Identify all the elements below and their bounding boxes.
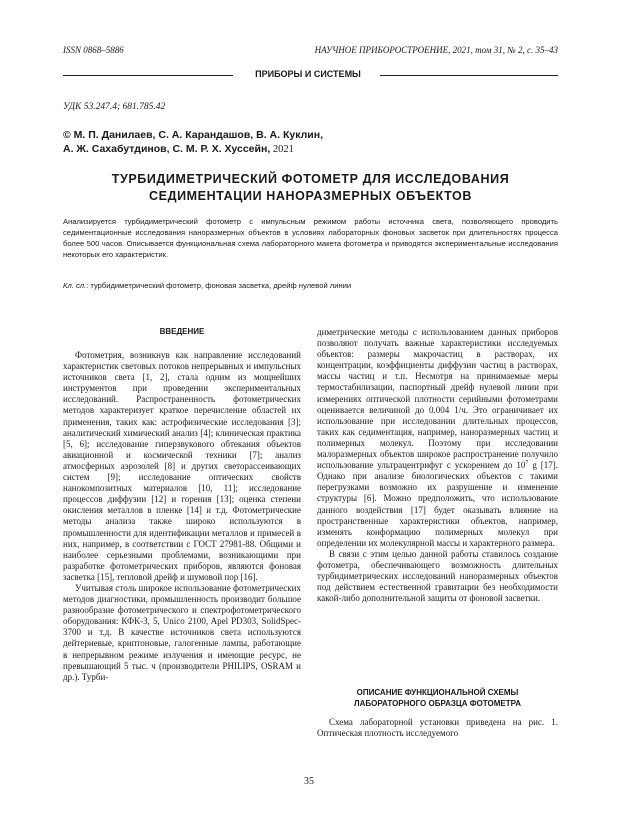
keywords — [63, 281, 351, 290]
paragraph-text: диметрические методы с использованием данных приборов позволяют получать важные характеристики исследуемых объектов: размеры макрочастиц в растворах, их концентрации, коэффициенты диффузии частиц в растворах, массы частиц и т.п. Несмотря на принимаемые меры термостабилизации, паспортный дрейф нулевой линии при измерениях оптической плотности серийными фотометрами оценивается величиной до 0.004 1/ч. Это ограничивает их использование при исследовании длительных процессов, таких как седиментация, например, наноразмерных частиц и полимерных молекул. Поэтому при исследовании малоразмерных объектов широкое распространение получило использование ультрацентрифуг с ускорением до 10 — [317, 327, 558, 471]
exponent: 7 — [525, 460, 529, 467]
rubric-rule-left — [63, 75, 233, 76]
section-heading-scheme — [317, 687, 558, 709]
title-line-2: СЕДИМЕНТАЦИИ НАНОРАЗМЕРНЫХ ОБЪЕКТОВ — [149, 189, 472, 203]
authors-block — [63, 128, 563, 157]
rubric-rule-right — [380, 75, 558, 76]
rubric-title: ПРИБОРЫ И СИСТЕМЫ — [255, 69, 361, 79]
rubric-banner — [63, 70, 558, 82]
keywords-text: : турбидиметрический фотометр, фоновая засветка, дрейф нулевой линии — [86, 281, 352, 290]
paragraph — [317, 327, 558, 549]
heading-line-1: ОПИСАНИЕ ФУНКЦИОНАЛЬНОЙ СХЕМЫ — [356, 688, 519, 697]
right-column — [317, 327, 558, 604]
heading-line-2: ЛАБОРАТОРНОГО ОБРАЗЦА ФОТОМЕТРА — [354, 699, 521, 708]
copyright-year: 2021 — [270, 144, 294, 155]
keywords-label: Кл. сл. — [63, 281, 87, 290]
authors-names-2: А. Ж. Сахабутдинов, С. М. Р. Х. Хуссейн, — [63, 143, 271, 155]
paragraph-text: g [17]. Однако при анализе биологических объектов с такими перегрузками возможно их разрушение и изменение структуры [6]. Можно предположить, что использование данного воздействия [17] будет оказывать влияние на пространственные характеристики объектов, например, изменять конформацию полимерных молекул при определении их молекулярной массы и характерного размера. — [317, 460, 558, 548]
section-heading-introduction: ВВЕДЕНИЕ — [159, 327, 205, 336]
issn-label: ISSN 0868–5886 — [63, 45, 124, 55]
paragraph: Схема лабораторной установки приведена на рис. 1. Оптическая плотность исследуемого — [317, 717, 558, 739]
udk-code: УДК 53.247.4; 681.785.42 — [63, 102, 166, 112]
paragraph: Фотометрия, возникнув как направление исследований характеристик световых потоков непрерывных и импульсных источников света [1, 2], стала одним из мощнейших инструментов при проведении экспериментальных исследований. Распространенность фотометрических методов характеризует краткое перечисление областей их применения, таких как: астрофизические исследования [3]; аналитический химический анализ [4]; клиническая практика [5, 6]; исследование гиперзвукового обтекания объектов авиационной и космической техники [7]; анализ атмосферных аэрозолей [8] и других светорассеивающих систем [9]; исследование оптических свойств нанокомпозитных материалов [10, 11]; исследование процессов диффузии [12] и горения [13]; оценка степени окисления металлов в пленке [14] и т.д. Фотометрические методы анализа также широко используются в промышленности для идентификации металлов и примесей в них, например, в соответствии с ГОСТ 27981-88. Общими и наиболее серьезными проблемами, возникающими при разработке фотометрических приборов, являются фоновая засветка [15], тепловой дрейф и шумовой пор [16]. — [63, 350, 301, 582]
right-column-continued — [317, 717, 558, 739]
left-column — [63, 350, 301, 683]
paragraph: Учитывая столь широкое использование фотометрических методов диагностики, промышленность производит большое разнообразие фотометрического и спектрофотометрического оборудования: КФК-3, 5, Unico 2100, Apel PD303, SolidSpec-3700 и т.д. В качестве источников света используются дейтериевые, криптоновые, галогенные лампы, работающие в непрерывном режиме излучения и имеющие ресурс, не превышающий 5 тыс. ч (производители PHILIPS, OSRAM и др.). Турби- — [63, 582, 301, 682]
authors-line-1: © М. П. Данилаев, С. А. Карандашов, В. А. Куклин, — [63, 129, 323, 141]
abstract: Анализируется турбидиметрический фотометр с импульсным режимом работы источника света, позволяющего проводить седиментационные исследования наноразмерных объектов в условиях лабораторных фоновых засветок при длительностях процесса более 500 часов. Описывается функциональная схема лабораторного макета фотометра и приводятся экспериментальные исследования некоторых его характеристик. — [63, 217, 558, 259]
article-title — [63, 171, 558, 205]
page-number: 35 — [304, 776, 314, 787]
title-line-1: ТУРБИДИМЕТРИЧЕСКИЙ ФОТОМЕТР ДЛЯ ИССЛЕДОВАНИЯ — [111, 172, 510, 186]
authors-line-2 — [63, 142, 563, 157]
journal-citation: НАУЧНОЕ ПРИБОРОСТРОЕНИЕ, 2021, том 31, № 2, с. 35–43 — [314, 45, 558, 55]
paragraph: В связи с этим целью данной работы ставилось создание фотометра, обеспечивающего возможность длительных турбидиметрических исследований наноразмерных объектов под действием естественной гравитации без необходимости какой-либо дополнительной защиты от фоновой засветки. — [317, 548, 558, 604]
